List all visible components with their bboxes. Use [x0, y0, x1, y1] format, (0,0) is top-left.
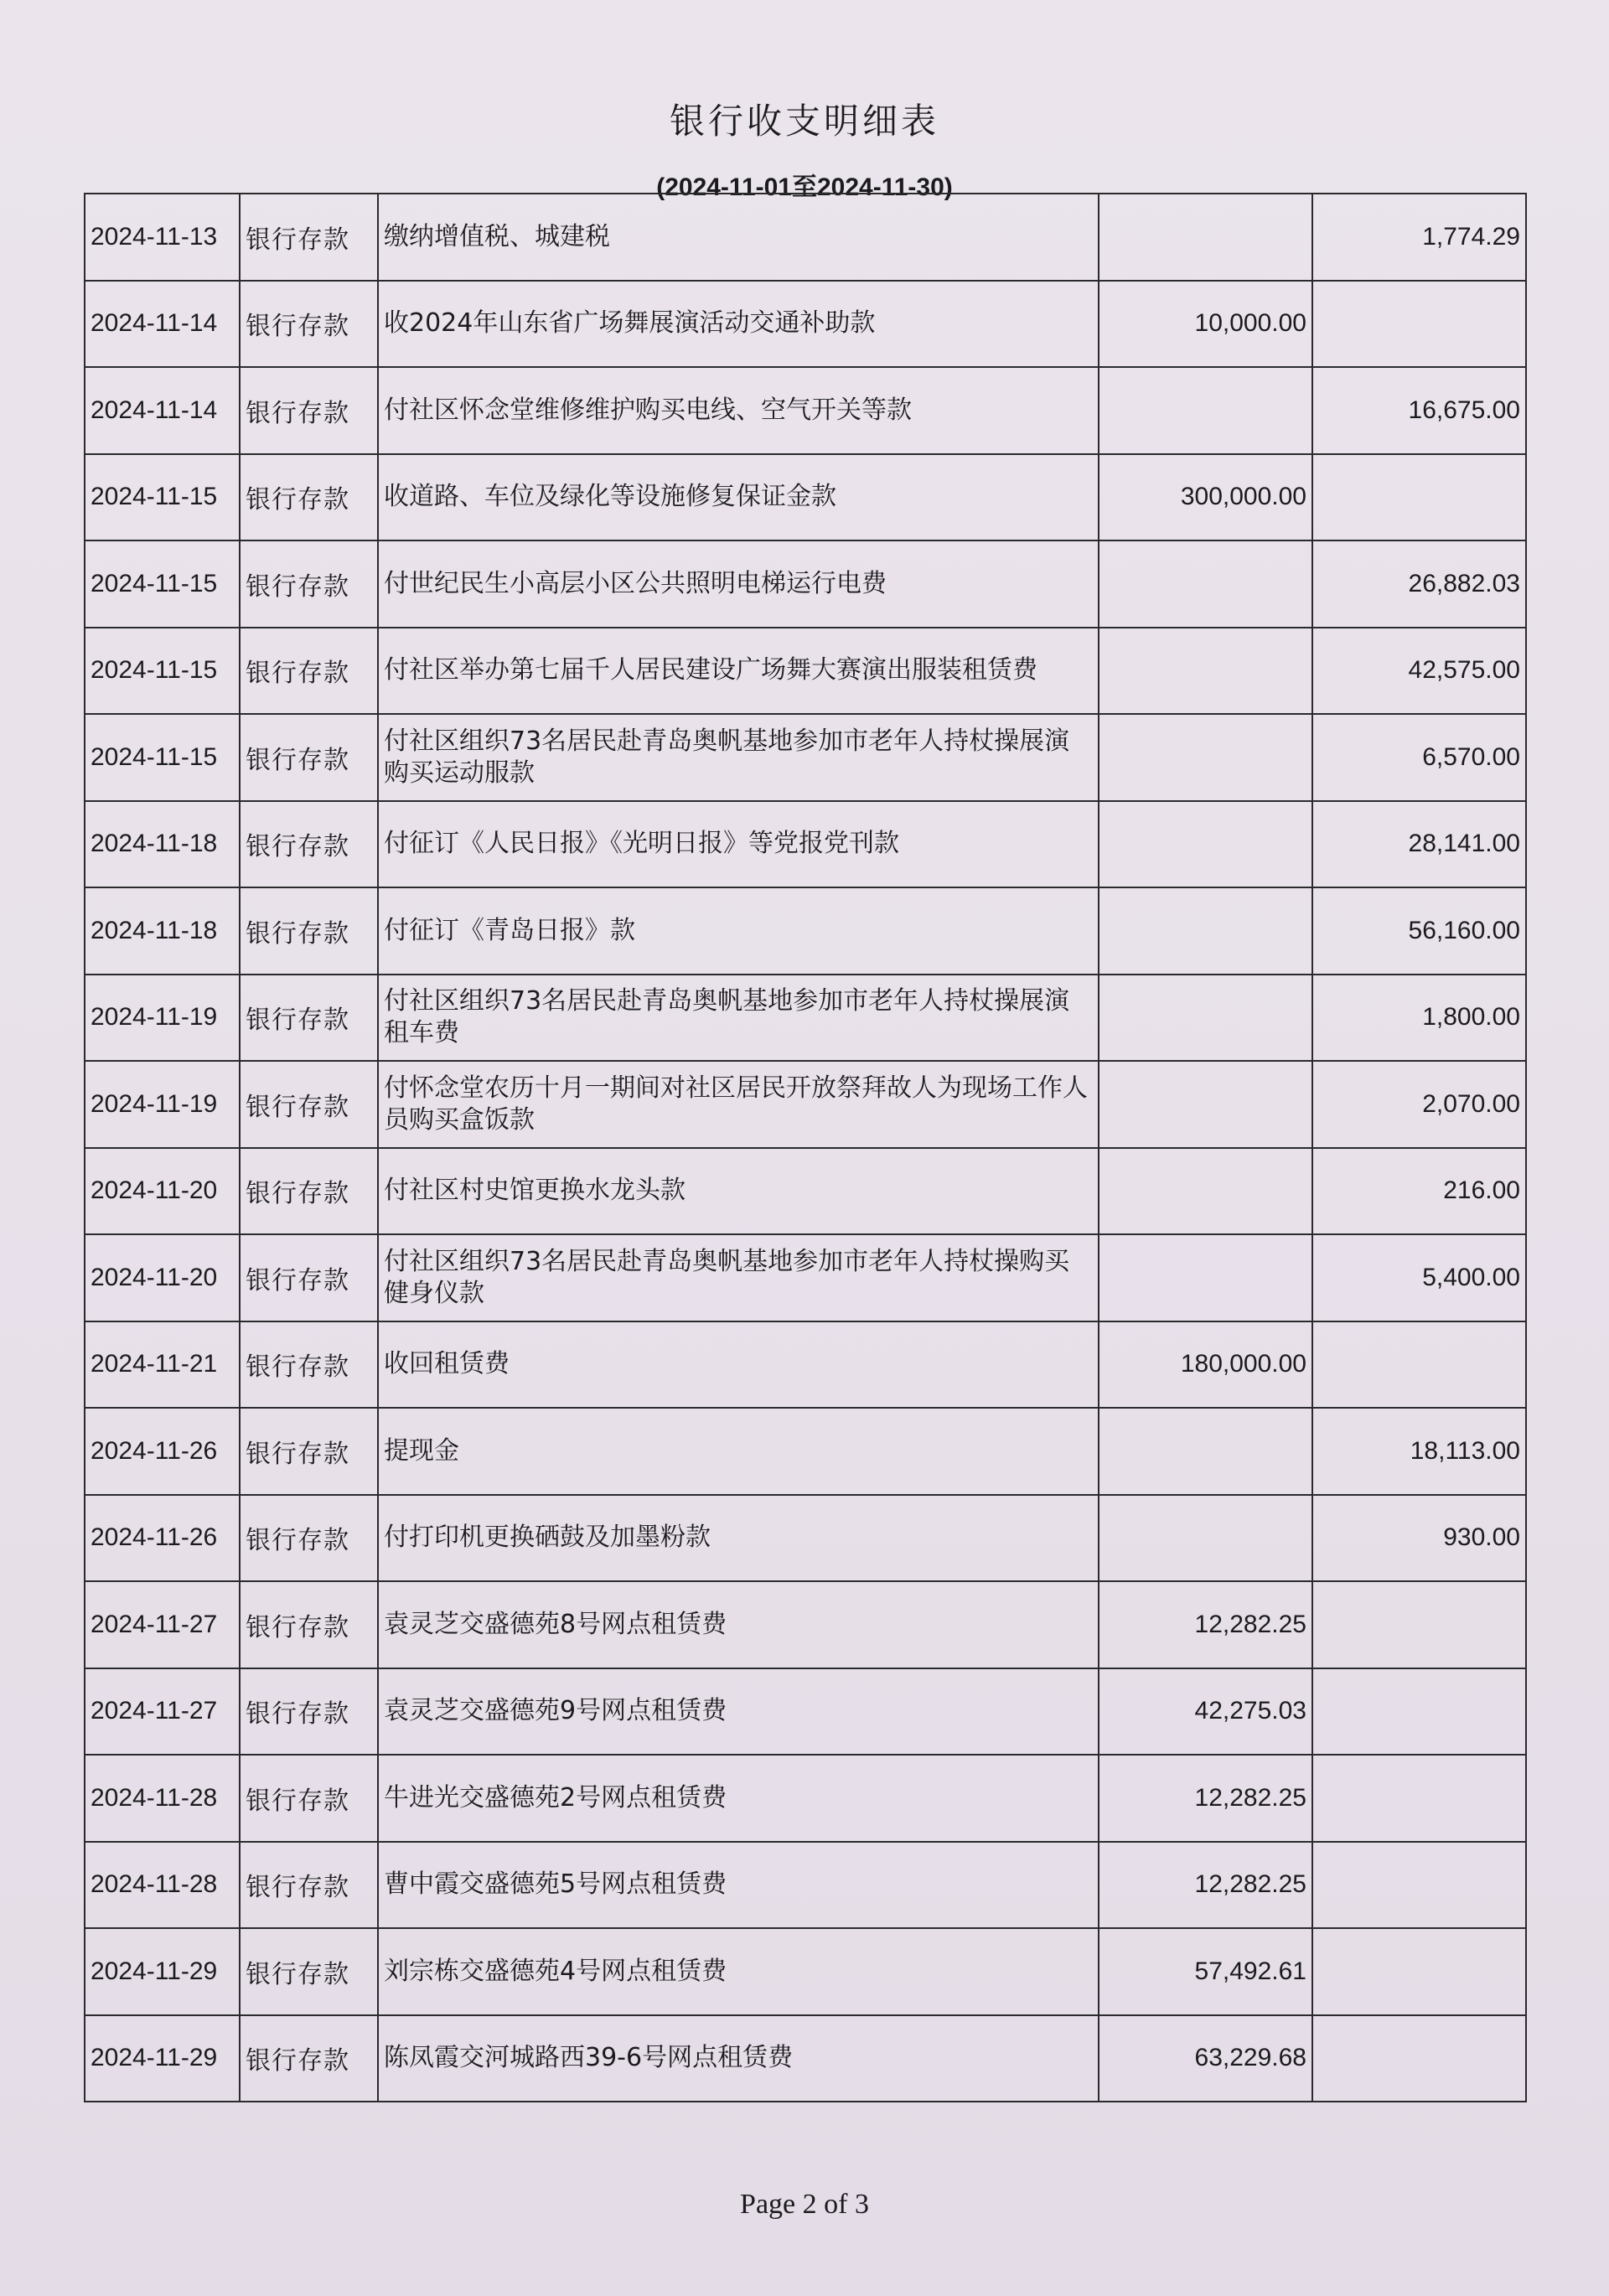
description-cell: 付社区组织73名居民赴青岛奥帆基地参加市老年人持杖操展演购买运动服款 [378, 714, 1099, 801]
date-cell: 2024-11-26 [85, 1495, 240, 1582]
expense-cell: 16,675.00 [1312, 367, 1526, 454]
date-cell: 2024-11-20 [85, 1148, 240, 1235]
date-cell: 2024-11-27 [85, 1668, 240, 1756]
expense-cell: 2,070.00 [1312, 1061, 1526, 1148]
description-cell: 付社区组织73名居民赴青岛奥帆基地参加市老年人持杖操展演租车费 [378, 975, 1099, 1062]
table-row [85, 1842, 1526, 1929]
date-cell: 2024-11-14 [85, 367, 240, 454]
expense-cell: 28,141.00 [1312, 801, 1526, 888]
income-cell [1099, 194, 1312, 281]
description-cell: 付征订《青岛日报》款 [378, 887, 1099, 975]
table-row [85, 1495, 1526, 1582]
description-cell: 曹中霞交盛德苑5号网点租赁费 [378, 1842, 1099, 1929]
date-cell: 2024-11-19 [85, 975, 240, 1062]
expense-cell [1312, 454, 1526, 541]
account-cell: 银行存款 [240, 1581, 378, 1668]
income-cell: 300,000.00 [1099, 454, 1312, 541]
account-cell: 银行存款 [240, 1408, 378, 1495]
account-cell: 银行存款 [240, 1234, 378, 1321]
date-cell: 2024-11-28 [85, 1842, 240, 1929]
date-cell: 2024-11-18 [85, 887, 240, 975]
description-cell: 袁灵芝交盛德苑9号网点租赁费 [378, 1668, 1099, 1756]
account-cell: 银行存款 [240, 540, 378, 628]
income-cell: 42,275.03 [1099, 1668, 1312, 1756]
description-cell: 付社区举办第七届千人居民建设广场舞大赛演出服装租赁费 [378, 628, 1099, 715]
expense-cell [1312, 1842, 1526, 1929]
expense-cell [1312, 1581, 1526, 1668]
table-row [85, 975, 1526, 1062]
table-row [85, 1234, 1526, 1321]
ledger-body [85, 194, 1526, 2102]
table-row [85, 887, 1526, 975]
account-cell: 银行存款 [240, 801, 378, 888]
account-cell: 银行存款 [240, 1668, 378, 1756]
ledger-table [84, 193, 1527, 2102]
date-cell: 2024-11-15 [85, 454, 240, 541]
date-cell: 2024-11-19 [85, 1061, 240, 1148]
description-cell: 袁灵芝交盛德苑8号网点租赁费 [378, 1581, 1099, 1668]
table-row [85, 1928, 1526, 2015]
date-cell: 2024-11-28 [85, 1755, 240, 1842]
expense-cell: 5,400.00 [1312, 1234, 1526, 1321]
income-cell [1099, 1061, 1312, 1148]
account-cell: 银行存款 [240, 1321, 378, 1409]
income-cell [1099, 1148, 1312, 1235]
date-cell: 2024-11-29 [85, 1928, 240, 2015]
date-cell: 2024-11-29 [85, 2015, 240, 2102]
expense-cell [1312, 1321, 1526, 1409]
account-cell: 银行存款 [240, 367, 378, 454]
table-row [85, 1148, 1526, 1235]
expense-cell: 26,882.03 [1312, 540, 1526, 628]
table-row [85, 1408, 1526, 1495]
expense-cell [1312, 1928, 1526, 2015]
account-cell: 银行存款 [240, 1842, 378, 1929]
income-cell [1099, 367, 1312, 454]
table-row [85, 454, 1526, 541]
income-cell: 63,229.68 [1099, 2015, 1312, 2102]
table-row [85, 281, 1526, 368]
income-cell [1099, 975, 1312, 1062]
income-cell [1099, 628, 1312, 715]
account-cell: 银行存款 [240, 1061, 378, 1148]
income-cell: 12,282.25 [1099, 1842, 1312, 1929]
description-cell: 付社区组织73名居民赴青岛奥帆基地参加市老年人持杖操购买健身仪款 [378, 1234, 1099, 1321]
description-cell: 收2024年山东省广场舞展演活动交通补助款 [378, 281, 1099, 368]
income-cell: 180,000.00 [1099, 1321, 1312, 1409]
income-cell: 57,492.61 [1099, 1928, 1312, 2015]
income-cell [1099, 1408, 1312, 1495]
expense-cell: 6,570.00 [1312, 714, 1526, 801]
expense-cell: 18,113.00 [1312, 1408, 1526, 1495]
table-row [85, 628, 1526, 715]
date-cell: 2024-11-21 [85, 1321, 240, 1409]
income-cell [1099, 801, 1312, 888]
description-cell: 付社区村史馆更换水龙头款 [378, 1148, 1099, 1235]
account-cell: 银行存款 [240, 194, 378, 281]
table-row [85, 1321, 1526, 1409]
table-row [85, 194, 1526, 281]
description-cell: 缴纳增值税、城建税 [378, 194, 1099, 281]
account-cell: 银行存款 [240, 2015, 378, 2102]
date-cell: 2024-11-26 [85, 1408, 240, 1495]
description-cell: 牛进光交盛德苑2号网点租赁费 [378, 1755, 1099, 1842]
income-cell [1099, 887, 1312, 975]
expense-cell [1312, 281, 1526, 368]
description-cell: 付征订《人民日报》《光明日报》等党报党刊款 [378, 801, 1099, 888]
page-number: Page 2 of 3 [740, 2189, 869, 2220]
income-cell: 12,282.25 [1099, 1581, 1312, 1668]
description-cell: 收道路、车位及绿化等设施修复保证金款 [378, 454, 1099, 541]
account-cell: 银行存款 [240, 628, 378, 715]
date-cell: 2024-11-18 [85, 801, 240, 888]
expense-cell [1312, 1755, 1526, 1842]
expense-cell [1312, 1668, 1526, 1756]
date-range: (2024-11-01至2024-11-30) [656, 173, 953, 201]
description-cell: 付怀念堂农历十月一期间对社区居民开放祭拜故人为现场工作人员购买盒饭款 [378, 1061, 1099, 1148]
expense-cell: 56,160.00 [1312, 887, 1526, 975]
income-cell [1099, 540, 1312, 628]
date-cell: 2024-11-14 [85, 281, 240, 368]
expense-cell [1312, 2015, 1526, 2102]
account-cell: 银行存款 [240, 714, 378, 801]
date-cell: 2024-11-15 [85, 714, 240, 801]
table-row [85, 714, 1526, 801]
table-row [85, 1668, 1526, 1756]
account-cell: 银行存款 [240, 1928, 378, 2015]
date-cell: 2024-11-15 [85, 628, 240, 715]
table-row [85, 1061, 1526, 1148]
account-cell: 银行存款 [240, 1495, 378, 1582]
table-row [85, 540, 1526, 628]
table-row [85, 1581, 1526, 1668]
expense-cell: 930.00 [1312, 1495, 1526, 1582]
table-row [85, 1755, 1526, 1842]
income-cell: 10,000.00 [1099, 281, 1312, 368]
description-cell: 付世纪民生小高层小区公共照明电梯运行电费 [378, 540, 1099, 628]
account-cell: 银行存款 [240, 975, 378, 1062]
date-cell: 2024-11-27 [85, 1581, 240, 1668]
table-row [85, 367, 1526, 454]
description-cell: 付社区怀念堂维修维护购买电线、空气开关等款 [378, 367, 1099, 454]
expense-cell: 42,575.00 [1312, 628, 1526, 715]
income-cell [1099, 1234, 1312, 1321]
date-cell: 2024-11-20 [85, 1234, 240, 1321]
account-cell: 银行存款 [240, 454, 378, 541]
income-cell [1099, 1495, 1312, 1582]
expense-cell: 216.00 [1312, 1148, 1526, 1235]
table-row [85, 2015, 1526, 2102]
description-cell: 收回租赁费 [378, 1321, 1099, 1409]
date-cell: 2024-11-15 [85, 540, 240, 628]
income-cell: 12,282.25 [1099, 1755, 1312, 1842]
description-cell: 陈凤霞交河城路西39-6号网点租赁费 [378, 2015, 1099, 2102]
account-cell: 银行存款 [240, 1148, 378, 1235]
page-title: 银行收支明细表 [669, 101, 939, 142]
expense-cell: 1,774.29 [1312, 194, 1526, 281]
account-cell: 银行存款 [240, 887, 378, 975]
description-cell: 提现金 [378, 1408, 1099, 1495]
description-cell: 刘宗栋交盛德苑4号网点租赁费 [378, 1928, 1099, 2015]
expense-cell: 1,800.00 [1312, 975, 1526, 1062]
account-cell: 银行存款 [240, 1755, 378, 1842]
description-cell: 付打印机更换硒鼓及加墨粉款 [378, 1495, 1099, 1582]
table-row [85, 801, 1526, 888]
date-cell: 2024-11-13 [85, 194, 240, 281]
account-cell: 银行存款 [240, 281, 378, 368]
income-cell [1099, 714, 1312, 801]
